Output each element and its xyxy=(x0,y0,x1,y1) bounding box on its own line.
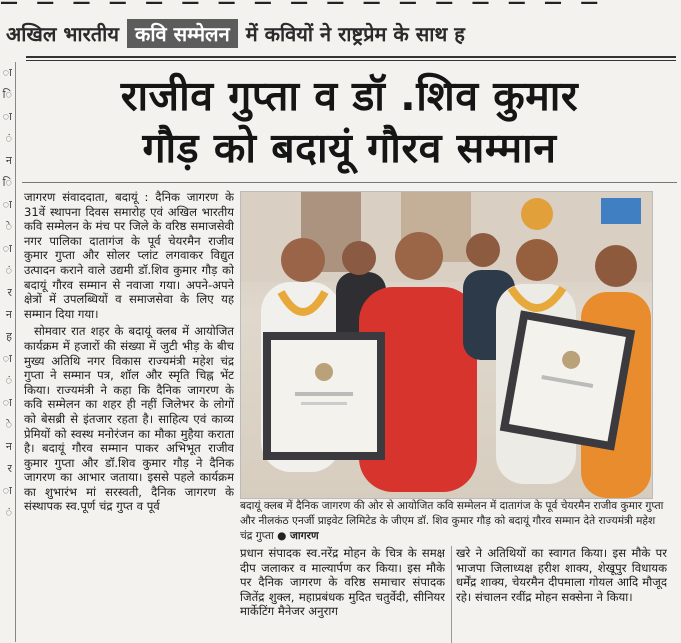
body-column-middle xyxy=(240,546,445,643)
strapline xyxy=(6,16,681,50)
strapline-after: में कवियों ने राष्ट्रप्रेम के साथ ह xyxy=(245,21,465,46)
photo-credit: ● जागरण xyxy=(277,530,319,542)
paragraph-4: खरे ने अतिथियों का स्वागत किया। इस मौके पर भाजपा जिलाध्यक्ष हरीश शाक्य, शेखूपुर विधायक धर्मेंद्र शाक्य, चेयरमैन दीपमाला गोयल आदि मौजूद रहे। संचालन रवींद्र मोहन सक्सेना ने किया। xyxy=(456,546,667,604)
adjacent-column-edge: ा ि ा ं न ि ा े ा ं र न ह ा ं ा े न र ा ं xyxy=(2,66,12,519)
divider-under-headline xyxy=(22,182,677,183)
body-column-right xyxy=(456,546,667,643)
divider-top xyxy=(26,56,676,58)
certificate-left xyxy=(263,332,385,460)
headline-line-1: राजीव गुप्ता व डॉ .शिव कुमार xyxy=(120,72,579,120)
headline xyxy=(22,70,677,174)
photo-illustration xyxy=(241,192,652,498)
column-divider-2 xyxy=(451,546,452,643)
paragraph-1: जागरण संवाददाता, बदायूं : दैनिक जागरण के 31वें स्थापना दिवस समारोह एवं अखिल भारतीय कवि सम्मेलन के मंच पर जिले के वरिष्ठ समाजसेवी नगर पालिका दातागंज के पूर्व चेयरमैन राजीव कुमार गुप्ता और सोलर प्लांट लगवाकर विद्युत उत्पादन कराने वाले उद्यमी डॉ.शिव कुमार गौड़ को बदायूं गौरव सम्मान से नवाजा गया। अपने-अपने क्षेत्रों में उपलब्धियों व समाजसेवा के लिए यह सम्मान दिया गया। xyxy=(24,190,234,321)
certificate-right xyxy=(500,310,635,450)
body-column-left xyxy=(24,190,234,643)
paragraph-3: प्रधान संपादक स्व.नरेंद्र मोहन के चित्र के समक्ष दीप जलाकर व माल्यार्पण कर किया। इस मौके पर दैनिक जागरण के वरिष्ठ समाचार संपादक जितेंद्र शुक्ल, महाप्रबंधक मुदित चतुर्वेदी, सीनियर मार्केटिंग मैनेजर अनुराग xyxy=(240,546,445,619)
strapline-before: अखिल भारतीय xyxy=(6,21,119,46)
divider-top-thin xyxy=(26,60,676,61)
column-divider xyxy=(15,62,16,642)
news-photo xyxy=(240,191,653,499)
headline-line-2: गौड़ को बदायूं गौरव सम्मान xyxy=(142,124,557,172)
caption-text: बदायूं क्लब में दैनिक जागरण की ओर से आयोजित कवि सम्मेलन में दातागंज के पूर्व चेयरमैन राजीव कुमार गुप्ता और नीलकंठ एनर्जी प्राइवेट लिमिटेड के जीएम डॉ. शिव कुमार गौड़ को बदायूं गौरव सम्मान देते राज्यमंत्री महेश चंद्र गुप्ता xyxy=(240,500,664,542)
photo-caption xyxy=(240,499,668,544)
paragraph-2: सोमवार रात शहर के बदायूं क्लब में आयोजित कार्यक्रम में हजारों की संख्या में जुटी भीड़ के बीच मुख्य अतिथि नगर विकास राज्यमंत्री महेश चंद्र गुप्ता ने सम्मान पत्र, शॉल और स्मृति चिह्न भेंट किया। राज्यमंत्री ने कहा कि दैनिक जागरण के कवि सम्मेलन का शहर ही नहीं जिलेभर के लोगों को बेसब्री से इंतजार रहता है। साहित्य एवं काव्य प्रेमियों को स्वस्थ मनोरंजन का मौका मुहैया कराता है। बदायूं गौरव सम्मान पाकर अभिभूत राजीव कुमार गुप्ता और डॉ.शिव कुमार गौड़ ने दैनिक जागरण का आभार जताया। इससे पहले कार्यक्रम का शुभारंभ मां सरस्वती, दैनिक जागरण के संस्थापक स्व.पूर्ण चंद्र गुप्त व पूर्व xyxy=(24,324,234,514)
strapline-boxed-label: कवि सम्मेलन xyxy=(127,19,238,48)
clipped-top-strip xyxy=(0,0,681,6)
